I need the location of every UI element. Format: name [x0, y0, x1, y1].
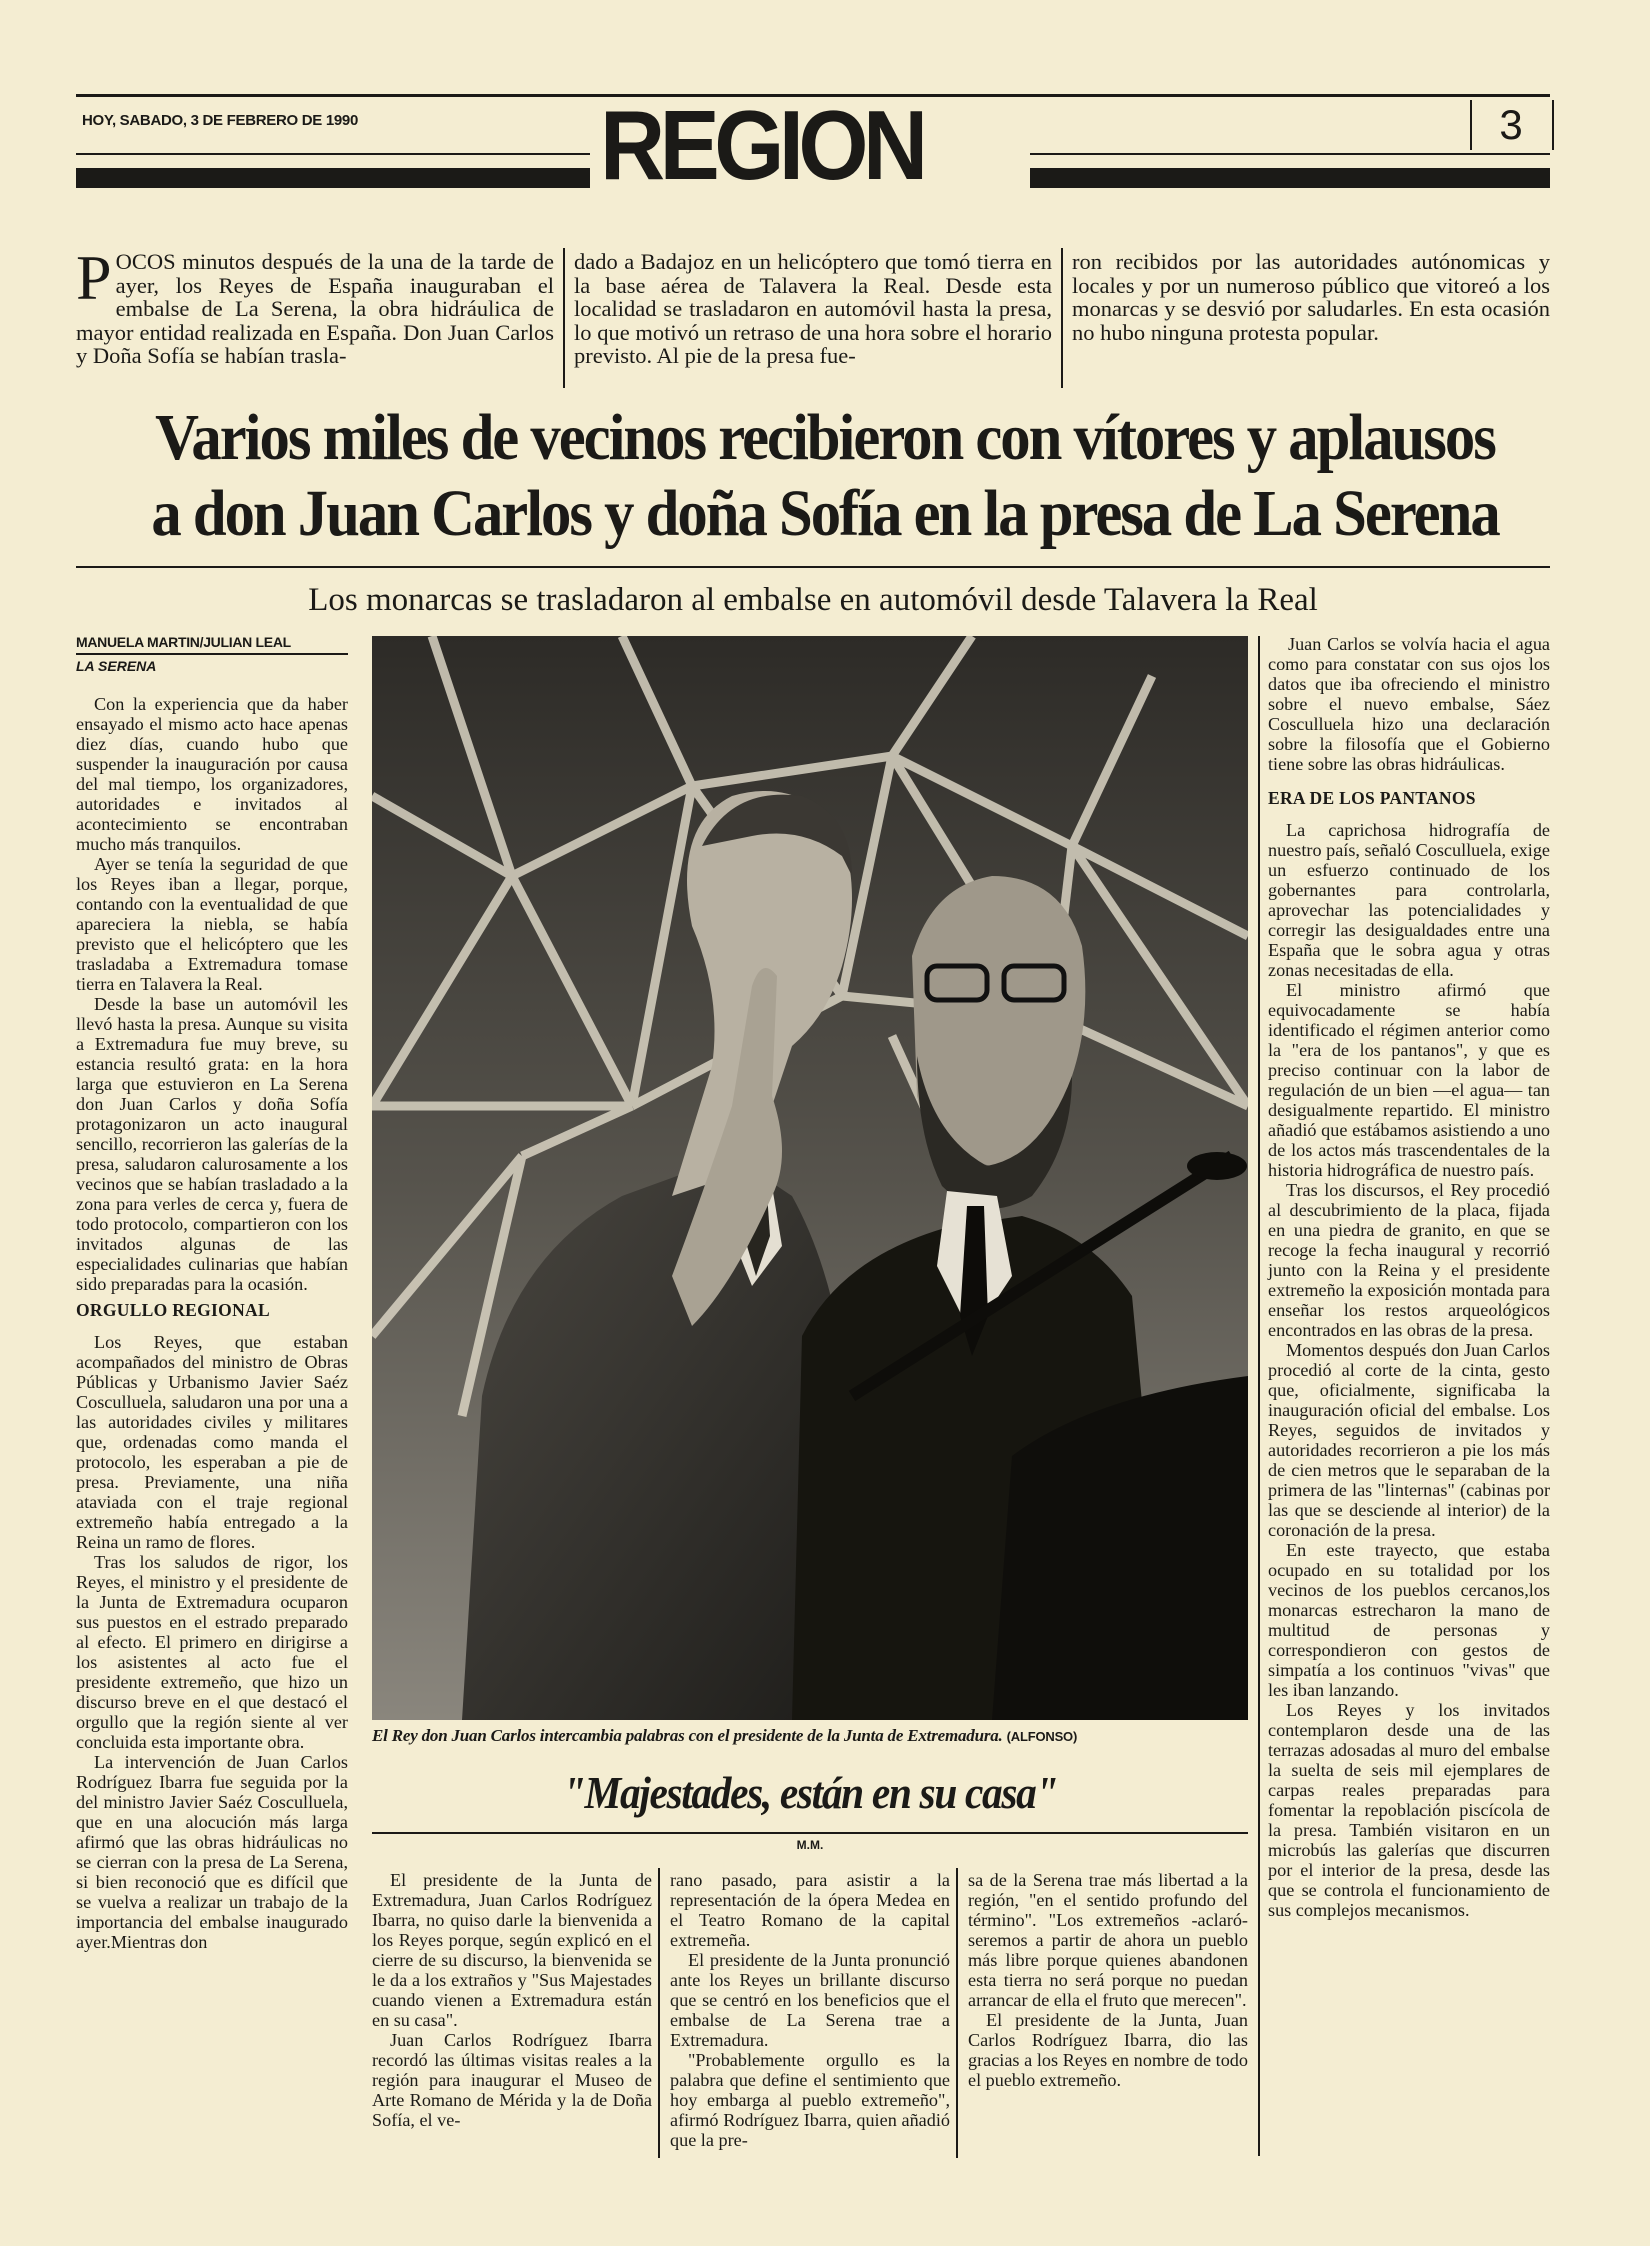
dateline: LA SERENA: [76, 658, 157, 674]
news-photo: [372, 636, 1248, 1720]
section-heading: ERA DE LOS PANTANOS: [1268, 788, 1476, 808]
paragraph: La caprichosa hidrografía de nuestro país, señaló Cosculluela, exige un esfuerzo continuado de los gobernantes para controlarla, aprovechar las potencialidades y corregir las desigualdades entre una España que le sobra agua y otras zonas necesitadas de ella.: [1268, 820, 1550, 980]
sub-article-column-2: [670, 1870, 950, 2150]
paragraph: Momentos después don Juan Carlos procedió al corte de la cinta, gesto que, oficialmente, significaba la inauguración oficial del embalse. Los Reyes, seguidos de invitados y autoridades recorrieron a pie los más de cien metros que le separaban de la primera de las "linternas" (cabinas por las que se desciende al interior) de la coronación de la presa.: [1268, 1340, 1550, 1540]
paragraph: "Probablemente orgullo es la palabra que define el sentimiento que hoy embarga al pueblo extremeño", afirmó Rodríguez Ibarra, quien añadió que la pre-: [670, 2050, 950, 2150]
paragraph: rano pasado, para asistir a la representación de la ópera Medea en el Teatro Romano de la capital extremeña.: [670, 1870, 950, 1950]
headline-rule: [76, 566, 1550, 568]
dropcap: P: [76, 242, 112, 313]
lead-column-1: [76, 242, 554, 368]
column-rule: [956, 1868, 958, 2158]
subheadline: Los monarcas se trasladaron al embalse en automóvil desde Talavera la Real: [308, 582, 1318, 618]
paragraph: El ministro afirmó que equivocadamente se había identificado el régimen anterior como la "era de los pantanos", y que es preciso continuar con la labor de regulación de un bien —el agua— tan desigualmente repartido. El ministro añadió que estábamos asistiendo a uno de los actos más trascendentales de la historia hidrográfica de nuestro país.: [1268, 980, 1550, 1180]
left-column: [76, 694, 348, 1952]
sub-article-column-3: [968, 1870, 1248, 2090]
paragraph: Los Reyes y los invitados contemplaron desde una de las terrazas adosadas al muro del embalse la suelta de seis mil ejemplares de carpas reales preparadas para fomentar la repoblación piscícola de la presa. También visitaron en un microbús las galerías que discurren por el interior de la presa, desde las que se controla el funcionamiento de sus complejos mecanismos.: [1268, 1700, 1550, 1920]
sub-article-byline: M.M.: [796, 1838, 824, 1852]
column-rule: [1258, 636, 1260, 2156]
column-rule: [658, 1868, 660, 2158]
paragraph: Con la experiencia que da haber ensayado el mismo acto hace apenas diez días, cuando hubo que suspender la inauguración por causa del mal tiempo, los organizadores, autoridades e invitados al acontecimiento se encontraban mucho más tranquilos.: [76, 694, 348, 854]
paragraph: Juan Carlos Rodríguez Ibarra recordó las últimas visitas reales a la región para inaugurar el Museo de Arte Romano de Mérida y la de Doña Sofía, el ve-: [372, 2030, 652, 2130]
masthead-date: HOY, SABADO, 3 DE FEBRERO DE 1990: [82, 112, 359, 129]
lead-column-2: dado a Badajoz en un helicóptero que tomó tierra en la base aérea de Talavera la Real. Desde esta localidad se trasladaron en automóvil hasta la presa, lo que motivó un retraso de una hora sobre el horario previsto. Al pie de la presa fue-: [574, 249, 1052, 368]
paragraph: Ayer se tenía la seguridad de que los Reyes iban a llegar, porque, contando con la eventualidad de que apareciera la niebla, se había previsto que el helicóptero que les trasladaba a Extremadura tomase tierra en Talavera la Real.: [76, 854, 348, 994]
column-rule: [563, 248, 565, 388]
section-heading: ORGULLO REGIONAL: [76, 1300, 270, 1320]
photo-caption-text: El Rey don Juan Carlos intercambia palabras con el presidente de la Junta de Extremadura.: [372, 1726, 1003, 1745]
headline-line-2: a don Juan Carlos y doña Sofía en la presa de La Serena: [151, 477, 1499, 550]
paragraph: El presidente de la Junta pronunció ante los Reyes un brillante discurso que se centró en los beneficios que el embalse de La Serena trae a Extremadura.: [670, 1950, 950, 2050]
paragraph: sa de la Serena trae más libertad a la región, "en el sentido profundo del término". "Los extremeños -aclaró- seremos a partir de ahora un pueblo más libre porque quienes abandonen esta tierra no será porque no puedan arrancar de ella el fruto que merecen".: [968, 1870, 1248, 2010]
masthead-rule-left: [76, 153, 590, 155]
paragraph: Tras los discursos, el Rey procedió al descubrimiento de la placa, fijada en una piedra de granito, en que se recoge la fecha inaugural y recorrió junto con la Reina y el presidente extremeño la exposición montada para enseñar los restos arqueológicos encontrados en las obras de la presa.: [1268, 1180, 1550, 1340]
sub-article-headline: "Majestades, están en su casa": [562, 1767, 1058, 1818]
paragraph: Tras los saludos de rigor, los Reyes, el ministro y el presidente de la Junta de Extremadura ocuparon sus puestos en el estrado preparado al efecto. El primero en dirigirse a los asistentes al acto fue el presidente extremeño, que hizo un discurso breve en el que destacó el orgullo que la región siente al ver concluida esta importante obra.: [76, 1552, 348, 1752]
paragraph: Desde la base un automóvil les llevó hasta la presa. Aunque su visita a Extremadura fue muy breve, su estancia resultó grata: en la hora larga que estuvieron en La Serena don Juan Carlos y doña Sofía protagonizaron un acto inaugural sencillo, recorrieron las galerías de la presa, saludaron calurosamente a los vecinos que se habían trasladado a la zona para verles de cerca y, fuera de todo protocolo, compartieron con los invitados algunas de las especialidades culinarias que habían sido preparadas para la ocasión.: [76, 994, 348, 1294]
byline: MANUELA MARTIN/JULIAN LEAL: [76, 634, 291, 650]
sub-article-column-1: [372, 1870, 652, 2130]
photo-caption: [372, 1726, 1252, 1746]
main-headline: [103, 400, 1547, 552]
masthead-bar-right: [1030, 168, 1550, 188]
lead-column-3: ron recibidos por las autoridades autónomicas y locales y por un numeroso público que vitoreó a los monarcas y se desvió por saludarles. En esta ocasión no hubo ninguna protesta popular.: [1072, 249, 1550, 345]
masthead-rule-right: [1030, 153, 1550, 155]
paragraph: La intervención de Juan Carlos Rodríguez Ibarra fue seguida por la del ministro Javier Saéz Cosculluela, que en una alocución más larga afirmó que las obras hidráulicas no se cierran con la presa de La Serena, si bien reconoció que es difícil que se vuelva a realizar un trabajo de la importancia del embalse inaugurado ayer.Mientras don: [76, 1752, 348, 1952]
paragraph: El presidente de la Junta, Juan Carlos Rodríguez Ibarra, dio las gracias a los Reyes en nombre de todo el pueblo extremeño.: [968, 2010, 1248, 2090]
paragraph: En este trayecto, que estaba ocupado en su totalidad por los vecinos de los pueblos cercanos,los monarcas estrecharon la mano de multitud de personas y correspondieron con gestos de simpatía a los continuos "vivas" que les iban lanzando.: [1268, 1540, 1550, 1700]
page-number: 3: [1499, 101, 1523, 148]
column-rule: [1061, 248, 1063, 388]
paragraph: Juan Carlos se volvía hacia el agua como para constatar con sus ojos los datos que iba ofreciendo el ministro sobre el nuevo embalse, Sáez Cosculluela hizo una declaración sobre la filosofía que el Gobierno tiene sobre las obras hidráulicas.: [1268, 634, 1550, 774]
section-title: REGION: [600, 90, 923, 200]
headline-line-1: Varios miles de vecinos recibieron con vítores y aplausos: [155, 401, 1495, 474]
photo-credit: (ALFONSO): [1006, 1729, 1078, 1744]
right-column: [1268, 634, 1550, 1920]
paragraph: Los Reyes, que estaban acompañados del ministro de Obras Públicas y Urbanismo Javier Saéz Cosculluela, saludaron una por una a las autoridades civiles y militares que, ordenadas como manda el protocolo, les esperaban a pie de presa. Previamente, una niña ataviada con el traje regional extremeño había entregado a la Reina un ramo de flores.: [76, 1332, 348, 1552]
byline-rule: [76, 653, 348, 655]
paragraph: El presidente de la Junta de Extremadura, Juan Carlos Rodríguez Ibarra, no quiso darle la bienvenida a los Reyes porque, según explicó en el cierre de su discurso, la bienvenida se le da a los extraños y "Sus Majestades cuando vienen a Extremadura están en su casa".: [372, 1870, 652, 2030]
sub-article-rule: [372, 1832, 1248, 1834]
masthead-bar-left: [76, 168, 590, 188]
lead-column-1-text: OCOS minutos después de la una de la tarde de ayer, los Reyes de España inauguraban el embalse de La Serena, la obra hidráulica de mayor entidad realizada en España. Don Juan Carlos y Doña Sofía se habían trasla-: [76, 249, 554, 368]
